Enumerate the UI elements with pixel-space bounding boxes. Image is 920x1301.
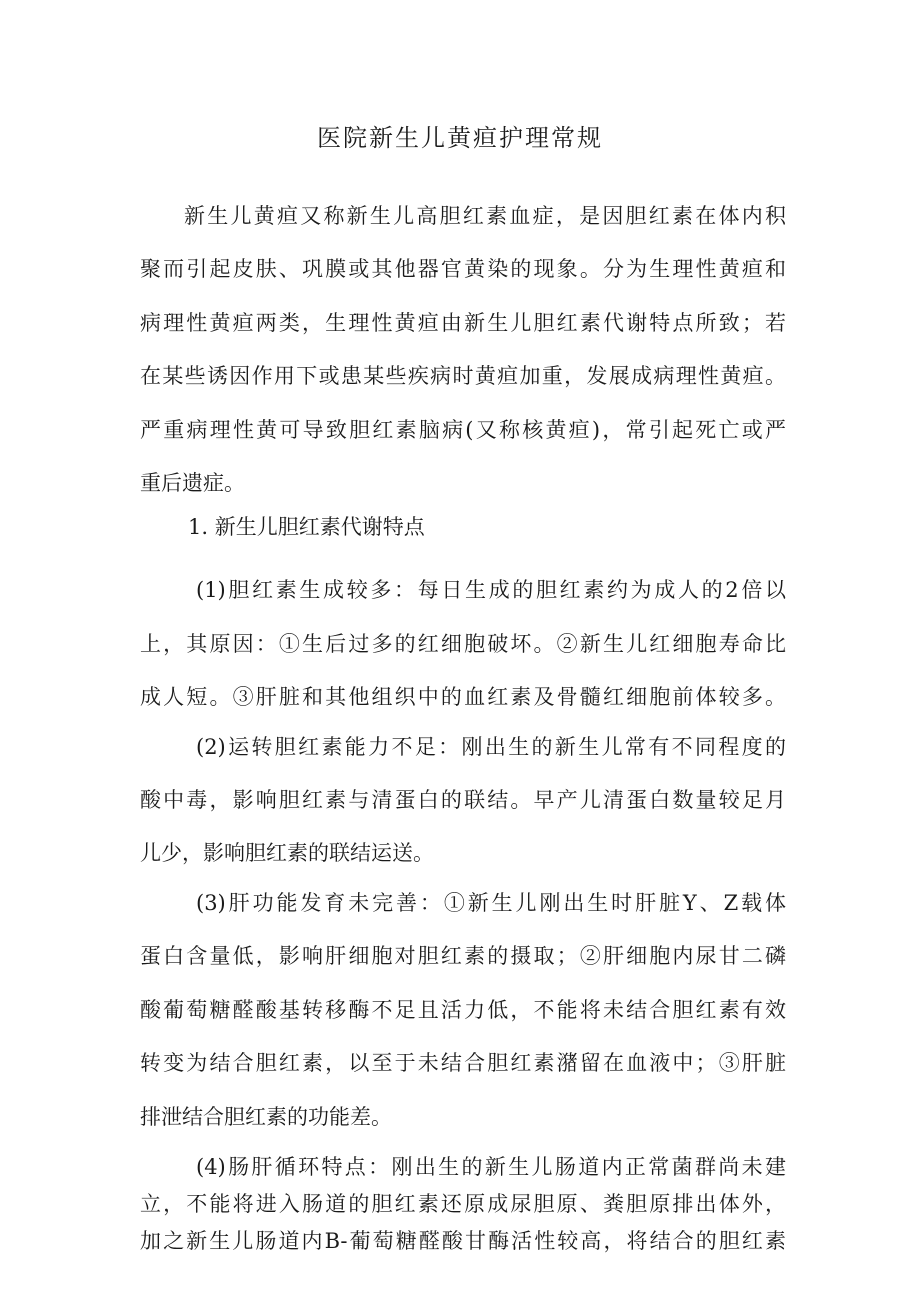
p1-line-2: 上，其原因：①生后过多的红细胞破坏。②新生儿红细胞寿命比 <box>140 632 786 656</box>
p1-line-3: 成人短。③肝脏和其他组织中的血红素及骨髓红细胞前体较多。 <box>140 685 786 709</box>
p3-line-3: 酸葡萄糖醛酸基转移酶不足且活力低，不能将未结合胆红素有效 <box>140 998 786 1022</box>
intro-line-5: 严重病理性黄可导致胆红素脑病(又称核黄疸)，常引起死亡或严 <box>140 418 786 442</box>
p3-line-4: 转变为结合胆红素，以至于未结合胆红素潴留在血液中；③肝脏 <box>140 1051 786 1075</box>
intro-line-6: 重后遗症。 <box>140 471 245 495</box>
p2-line-1: (2)运转胆红素能力不足：刚出生的新生儿常有不同程度的 <box>196 735 786 759</box>
page-title: 医院新生儿黄疸护理常规 <box>317 124 603 152</box>
p2-line-2: 酸中毒，影响胆红素与清蛋白的联结。早产儿清蛋白数量较足月 <box>140 788 786 812</box>
p1-line-1: (1)胆红素生成较多：每日生成的胆红素约为成人的2倍以 <box>196 578 786 602</box>
p2-line-3: 儿少，影响胆红素的联结运送。 <box>140 841 434 865</box>
p3-line-1: (3)肝功能发育未完善：①新生儿刚出生时肝脏Y、Z载体 <box>196 891 786 915</box>
intro-line-4: 在某些诱因作用下或患某些疾病时黄疸加重，发展成病理性黄疸。 <box>140 364 786 388</box>
p4-line-1: (4)肠肝循环特点：刚出生的新生儿肠道内正常菌群尚未建 <box>196 1155 786 1179</box>
section-heading: 1. 新生儿胆红素代谢特点 <box>188 515 425 539</box>
p4-line-2: 立，不能将进入肠道的胆红素还原成尿胆原、粪胆原排出体外， <box>140 1192 786 1216</box>
intro-line-3: 病理性黄疸两类，生理性黄疸由新生儿胆红素代谢特点所致；若 <box>140 311 786 335</box>
p3-line-5: 排泄结合胆红素的功能差。 <box>140 1105 392 1129</box>
intro-line-1: 新生儿黄疸又称新生儿高胆红素血症，是因胆红素在体内积 <box>184 204 786 228</box>
p3-line-2: 蛋白含量低，影响肝细胞对胆红素的摄取；②肝细胞内尿甘二磷 <box>140 944 786 968</box>
p4-line-3: 加之新生儿肠道内B-葡萄糖醛酸甘酶活性较高，将结合的胆红素 <box>140 1229 786 1253</box>
intro-line-2: 聚而引起皮肤、巩膜或其他器官黄染的现象。分为生理性黄疸和 <box>140 257 786 281</box>
